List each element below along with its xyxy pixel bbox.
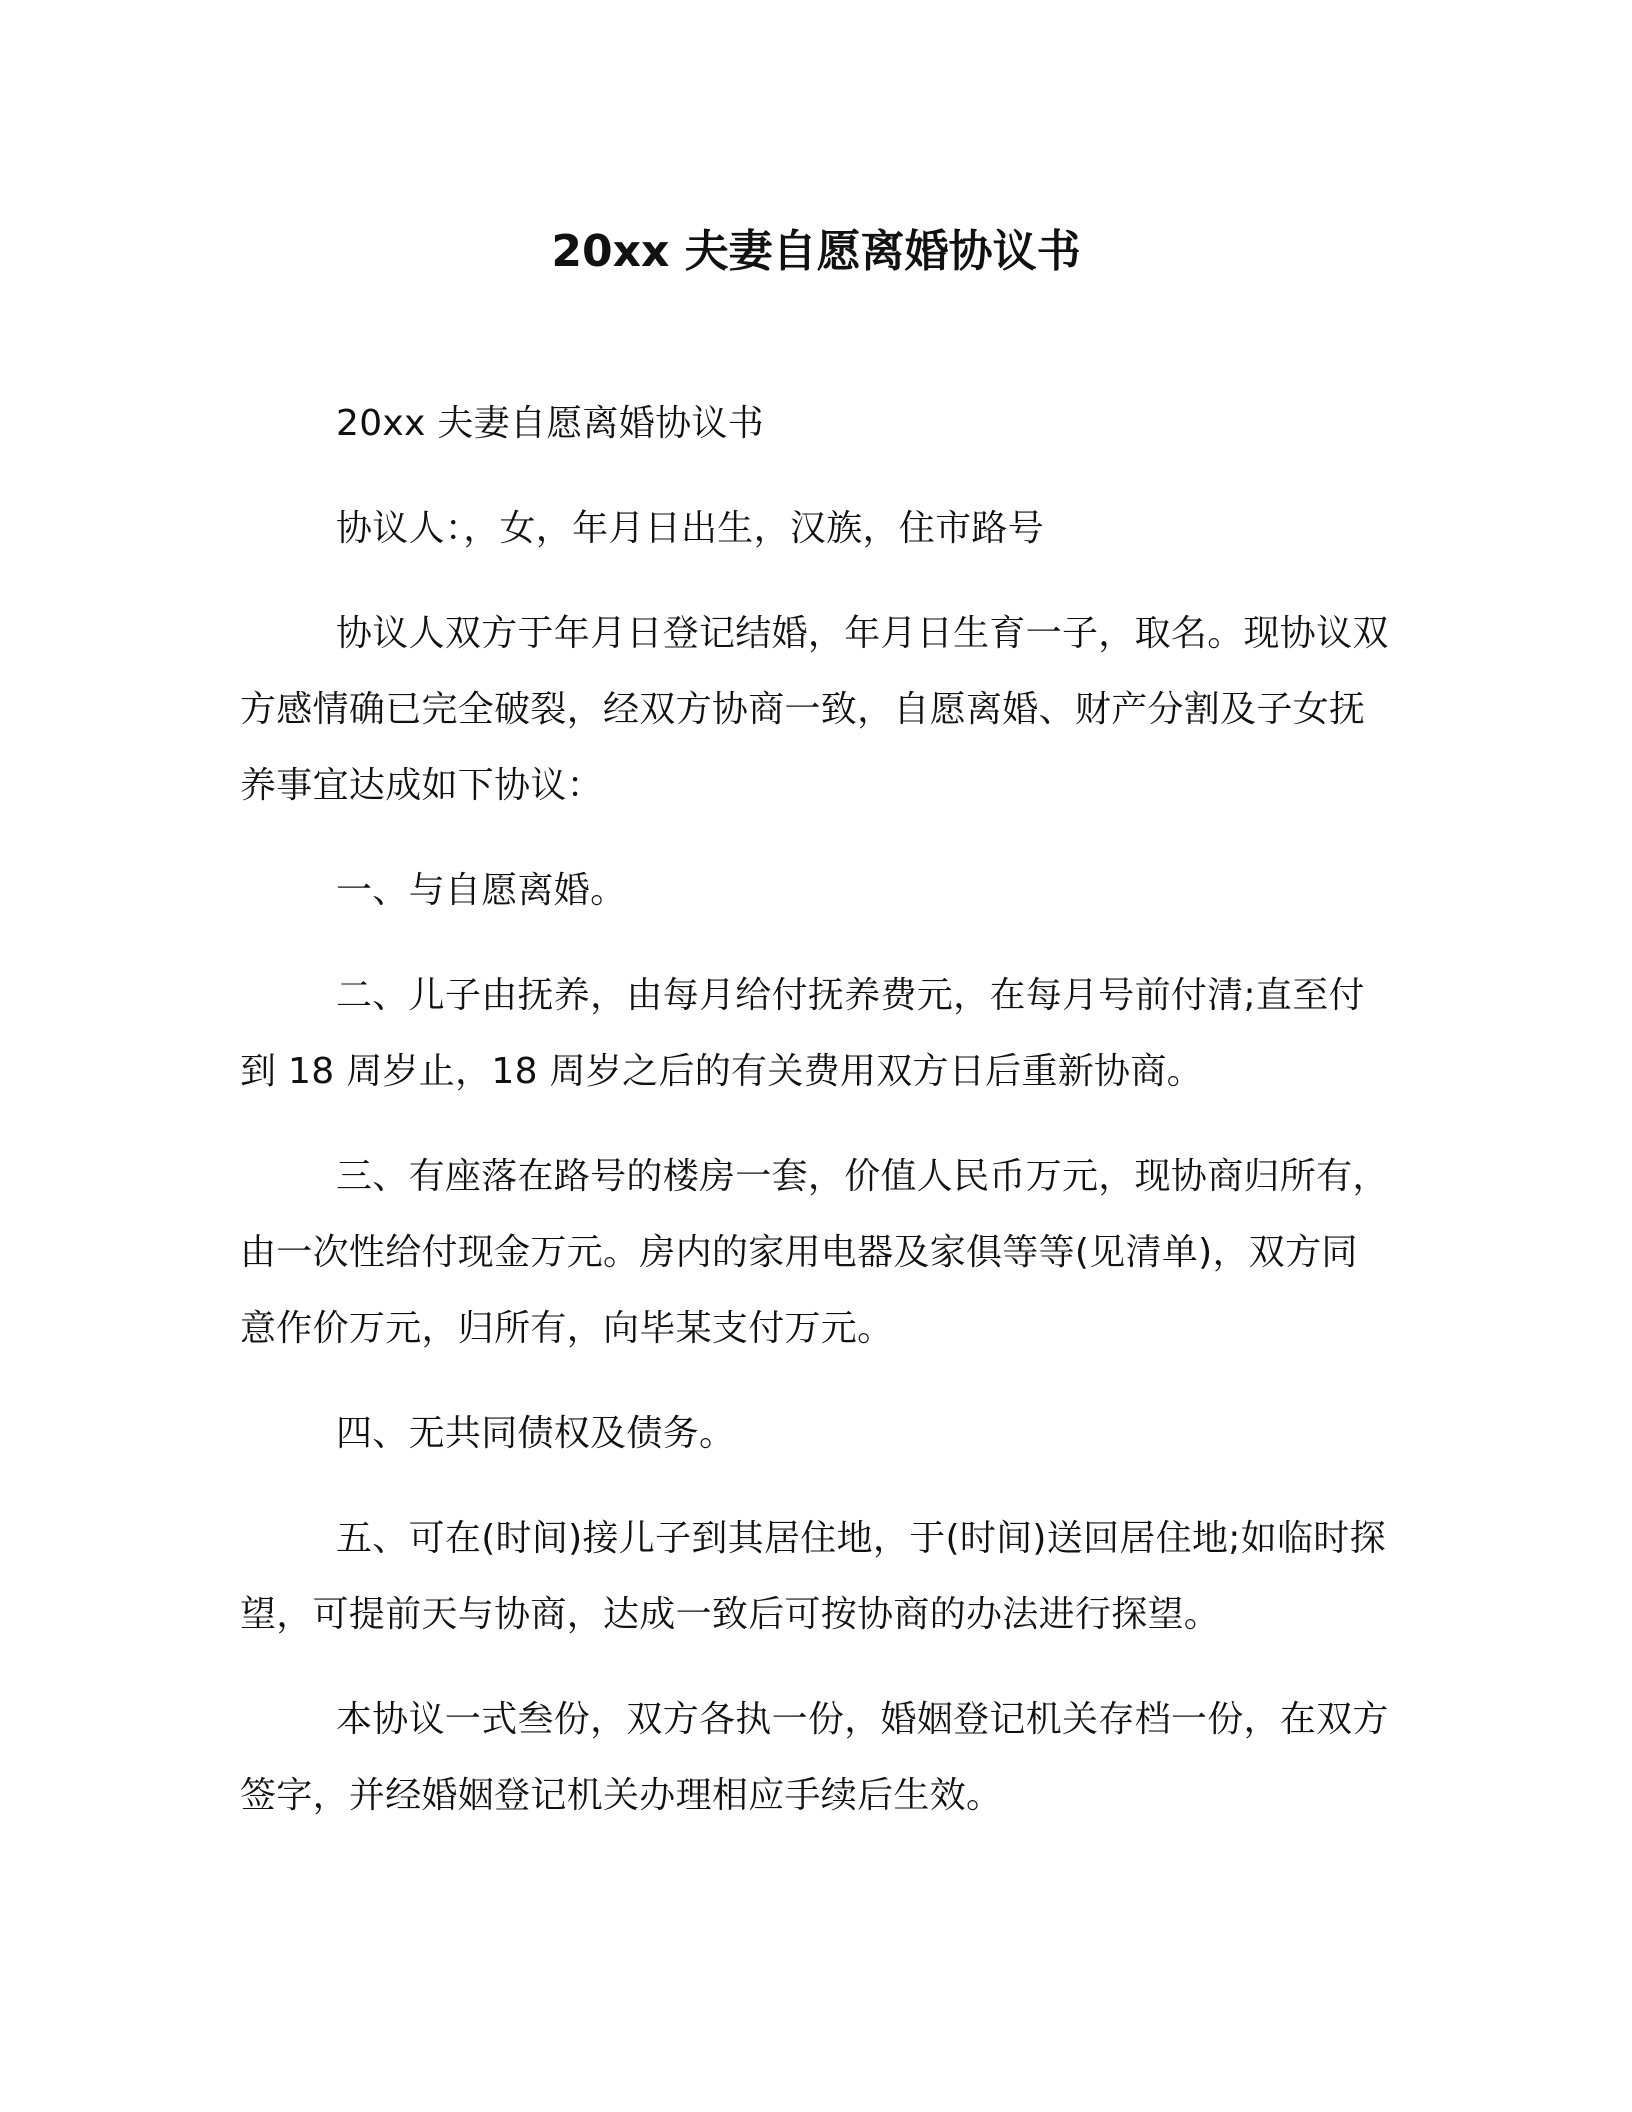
paragraph-clause-4: 四、无共同债权及债务。: [336, 1413, 736, 1454]
document-body: [240, 386, 1390, 1863]
document-title: 20xx 夫妻自愿离婚协议书: [551, 226, 1081, 277]
paragraph-clause-5: 五、可在(时间)接儿子到其居住地，于(时间)送回居住地;如临时探望，可提前天与协商，达成一致后可按协商的办法进行探望。: [240, 1518, 1386, 1635]
paragraph-closing: 本协议一式叁份，双方各执一份，婚姻登记机关存档一份，在双方签字，并经婚姻登记机关办理相应手续后生效。: [240, 1699, 1389, 1816]
paragraph-clause-2: 二、儿子由抚养，由每月给付抚养费元，在每月号前付清;直至付到 18 周岁止，18 周岁之后的有关费用双方日后重新协商。: [240, 975, 1365, 1092]
paragraph-clause-3: 三、有座落在路号的楼房一套，价值人民币万元，现协商归所有，由一次性给付现金万元。房内的家用电器及家俱等等(见清单)，双方同意作价万元，归所有，向毕某支付万元。: [240, 1156, 1389, 1349]
paragraph-parties: 协议人：，女，年月日出生，汉族，住市路号: [336, 508, 1045, 549]
paragraph-subtitle: 20xx 夫妻自愿离婚协议书: [336, 403, 765, 444]
paragraph-preamble: 协议人双方于年月日登记结婚，年月日生育一子，取名。现协议双方感情确已完全破裂，经双方协商一致，自愿离婚、财产分割及子女抚养事宜达成如下协议：: [240, 613, 1389, 806]
paragraph-clause-1: 一、与自愿离婚。: [336, 870, 627, 911]
